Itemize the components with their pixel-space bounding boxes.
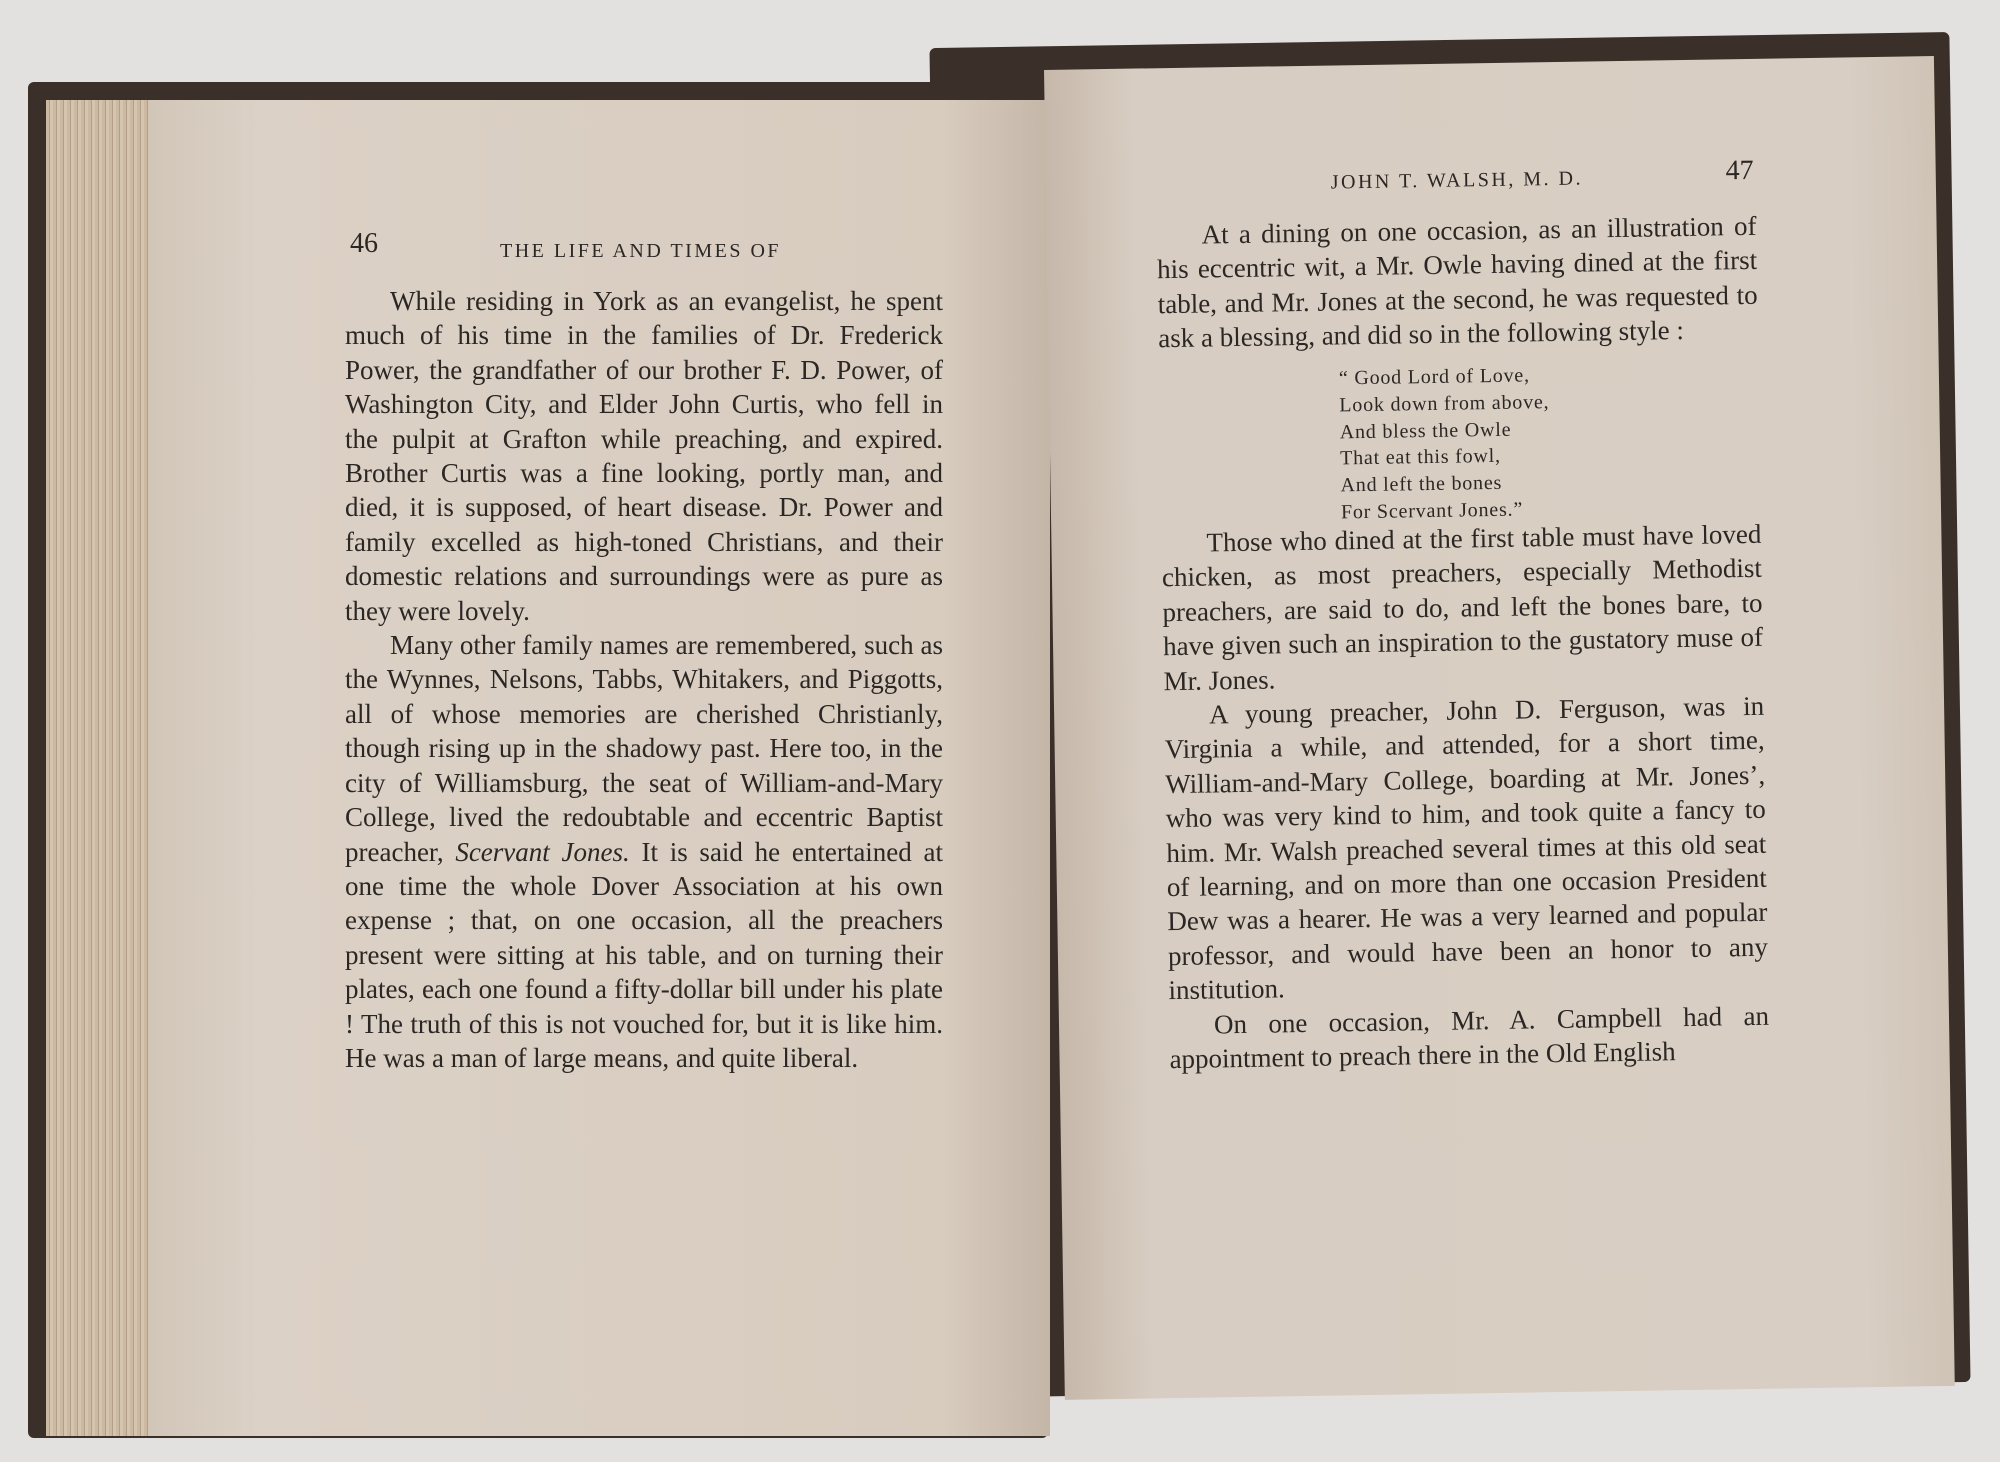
italic-name: Scervant Jones. [455,836,630,867]
left-paragraph-1: While residing in York as an evangelist, he spent much of his time in the families of Dr. Frederick Power, the grandfather of our brother F. D. Power, of Washington City, and Elder John Curtis, who fell in the pulpit at Grafton while preaching, and expired. Brother Curtis was a fine looking, portly man, and died, it is supposed, of heart disease. Dr. Power and family excelled as high-toned Christians, and their domestic relations and surroundings were as pure as they were lovely. [345,286,943,626]
left-paragraph-2-end: It is said he entertained at one time the whole Dover Association at his own expense ; that, on one occasion, all the preachers present were sitting at his table, and on turning their plates, each one found a fifty-dollar bill under his plate ! The truth of this is not vouched for, but it is like him. He was a man of large means, and quite liberal. [345,836,944,1073]
right-body-text-top [1156,209,1758,356]
poem-line: And left the bones [1340,472,1503,497]
right-paragraph-1: Those who dined at the first table must have loved chicken, as most preachers, especially Methodist preachers, are said to do, and left the bones bare, to have given such an inspiration to the gustatory muse of Mr. Jones. [1161,518,1764,696]
left-running-head: THE LIFE AND TIMES OF [500,240,782,262]
poem [1339,362,1552,526]
poem-line: For Scervant Jones.” [1340,498,1524,524]
right-intro-paragraph: At a dining on one occasion, as an illustration of his eccentric wit, a Mr. Owle having dined at the first table, and Mr. Jones at the second, he was requested to ask a blessing, and did so in the following style : [1156,210,1758,354]
left-paragraph-2-start: Many other family names are remembered, such as the Wynnes, Nelsons, Tabbs, Whitakers, and Piggotts, all of whose memories are cherished Christianly, though rising up in the shadowy past. Here too, in the city of Williamsburg, the seat of William-and-Mary College, lived the redoubtable and eccentric Baptist preacher, [345,630,943,867]
left-body-text [345,284,943,1075]
right-page-number: 47 [1725,154,1754,187]
poem-line: Look down from above, [1339,390,1550,417]
poem-line: And bless the Owle [1339,418,1512,443]
poem-line: That eat this fowl, [1339,445,1502,470]
right-running-head: JOHN T. WALSH, M. D. [1330,167,1584,194]
right-body-text-bottom [1161,517,1770,1077]
poem-line: “ Good Lord of Love, [1338,364,1530,390]
right-paragraph-3: On one occasion, Mr. A. Campbell had an appointment to preach there in the Old English [1169,1000,1770,1075]
right-paragraph-2: A young preacher, John D. Ferguson, was in Virginia a while, and attended, for a short time, William-and-Mary College, boarding at Mr. Jones’, who was very kind to him, and took quite a fancy to him. Mr. Walsh preached several times at this old seat of learning, and on more than one occasion President Dew was a hearer. He was a very learned and popular professor, and would have been an honor to any institution. [1164,690,1769,1006]
left-page-number: 46 [350,228,378,259]
left-paragraph-2 [345,628,943,1075]
right-page [1044,56,1955,1400]
left-page [150,100,1050,1436]
